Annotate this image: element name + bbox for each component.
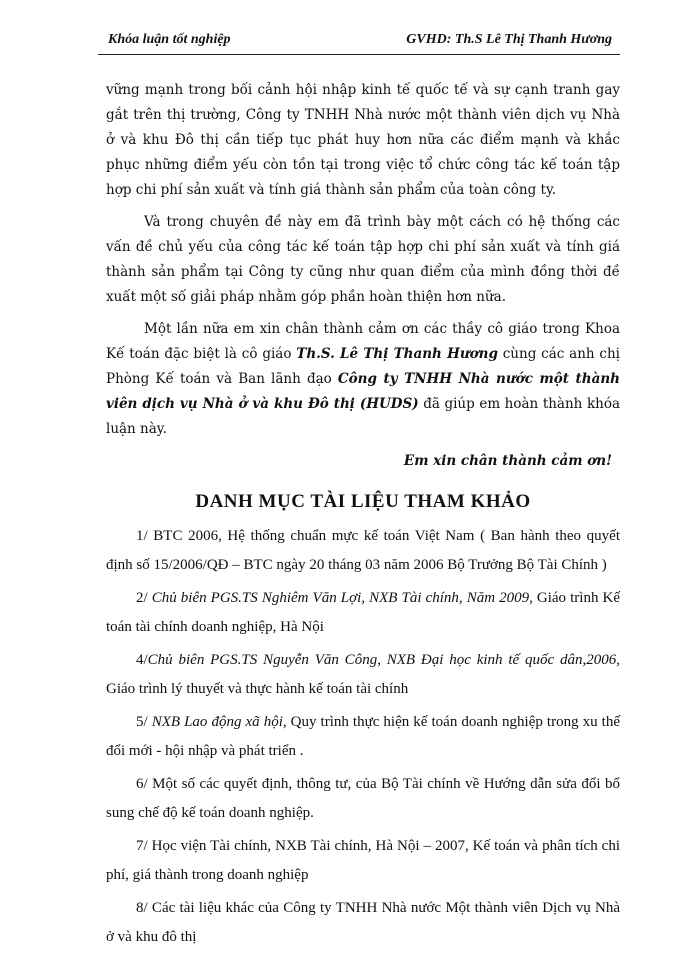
ref-title: Giáo trình Kế toán tài chính doanh nghiệp, Hà Nội bbox=[106, 590, 620, 635]
paragraph-2: Và trong chuyên đề này em đã trình bày một cách có hệ thống các vấn đề chủ yếu của công tác kế toán tập hợp chi phí sản xuất và tính giá thành sản phẩm tại Công ty cũng như quan điểm của mình đồng thời đề xuất một số giải pháp nhằm góp phần hoàn thiện hơn nữa. bbox=[106, 214, 620, 305]
ref-title: Giáo trình lý thuyết và thực hành kế toán tài chính bbox=[106, 681, 409, 697]
ref-number: 2/ bbox=[136, 590, 152, 606]
ref-number: 5/ bbox=[136, 714, 152, 730]
reference-item bbox=[106, 646, 620, 704]
reference-item bbox=[106, 708, 620, 766]
ref-title: Quy trình thực hiện kế toán doanh nghiệp trong xu thế đổi mới - hội nhập và phát triển . bbox=[106, 714, 620, 759]
teacher-name: Th.S. Lê Thị Thanh Hương bbox=[296, 346, 498, 362]
ref-author: NXB Lao động xã hội, bbox=[151, 714, 287, 730]
references-list bbox=[106, 522, 620, 952]
para3-b: cùng các anh chị Phòng Kế toán và Ban lãnh đạo bbox=[106, 346, 621, 387]
header-left: Khóa luận tốt nghiệp bbox=[108, 32, 231, 47]
paragraph-3 bbox=[106, 317, 620, 442]
page-header bbox=[98, 32, 620, 50]
references-title: DANH MỤC TÀI LIỆU THAM KHẢO bbox=[195, 491, 531, 512]
reference-item: 8/ Các tài liệu khác của Công ty TNHH Nhà nước Một thành viên Dịch vụ Nhà ở và khu đô thị bbox=[106, 900, 620, 945]
reference-item bbox=[106, 584, 620, 642]
reference-item: 6/ Một số các quyết định, thông tư, của Bộ Tài chính về Hướng dẫn sửa đổi bổ sung chế độ kế toán doanh nghiệp. bbox=[106, 776, 620, 821]
para3-a: Một lần nữa em xin chân thành cảm ơn các thầy cô giáo trong Khoa Kế toán đặc biệt là cô giáo bbox=[106, 321, 620, 362]
ref-number: 4/ bbox=[136, 652, 148, 668]
para3-c: đã giúp em hoàn thành khóa luận này. bbox=[106, 396, 620, 437]
header-divider bbox=[98, 54, 620, 55]
ref-author: Chủ biên PGS.TS Nguyễn Văn Công, NXB Đại học kinh tế quốc dân,2006, bbox=[147, 652, 620, 668]
company-name: Công ty TNHH Nhà nước một thành viên dịch vụ Nhà ở và khu Đô thị (HUDS) bbox=[106, 371, 620, 412]
thanks-line: Em xin chân thành cảm ơn! bbox=[403, 453, 612, 469]
ref-author: Chủ biên PGS.TS Nghiêm Văn Lợi, NXB Tài chính, Năm 2009, bbox=[151, 590, 533, 606]
reference-item: 1/ BTC 2006, Hệ thống chuẩn mực kế toán Việt Nam ( Ban hành theo quyết định số 15/2006/QĐ – BTC ngày 20 tháng 03 năm 2006 Bộ Trưởng Bộ Tài Chính ) bbox=[106, 528, 620, 573]
reference-item: 7/ Học viện Tài chính, NXB Tài chính, Hà Nội – 2007, Kế toán và phân tích chi phí, giá thành trong doanh nghiệp bbox=[106, 838, 620, 883]
header-right: GVHD: Th.S Lê Thị Thanh Hương bbox=[406, 32, 612, 47]
paragraph-1: vững mạnh trong bối cảnh hội nhập kinh tế quốc tế và sự cạnh tranh gay gắt trên thị trường, Công ty TNHH Nhà nước một thành viên dịch vụ Nhà ở và khu Đô thị cần tiếp tục phát huy hơn nữa các điểm mạnh và khắc phục những điểm yếu còn tồn tại trong việc tổ chức công tác kế toán tập hợp chi phí sản xuất và tính giá thành sản phẩm của toàn công ty. bbox=[106, 82, 620, 198]
document-body bbox=[106, 78, 620, 956]
